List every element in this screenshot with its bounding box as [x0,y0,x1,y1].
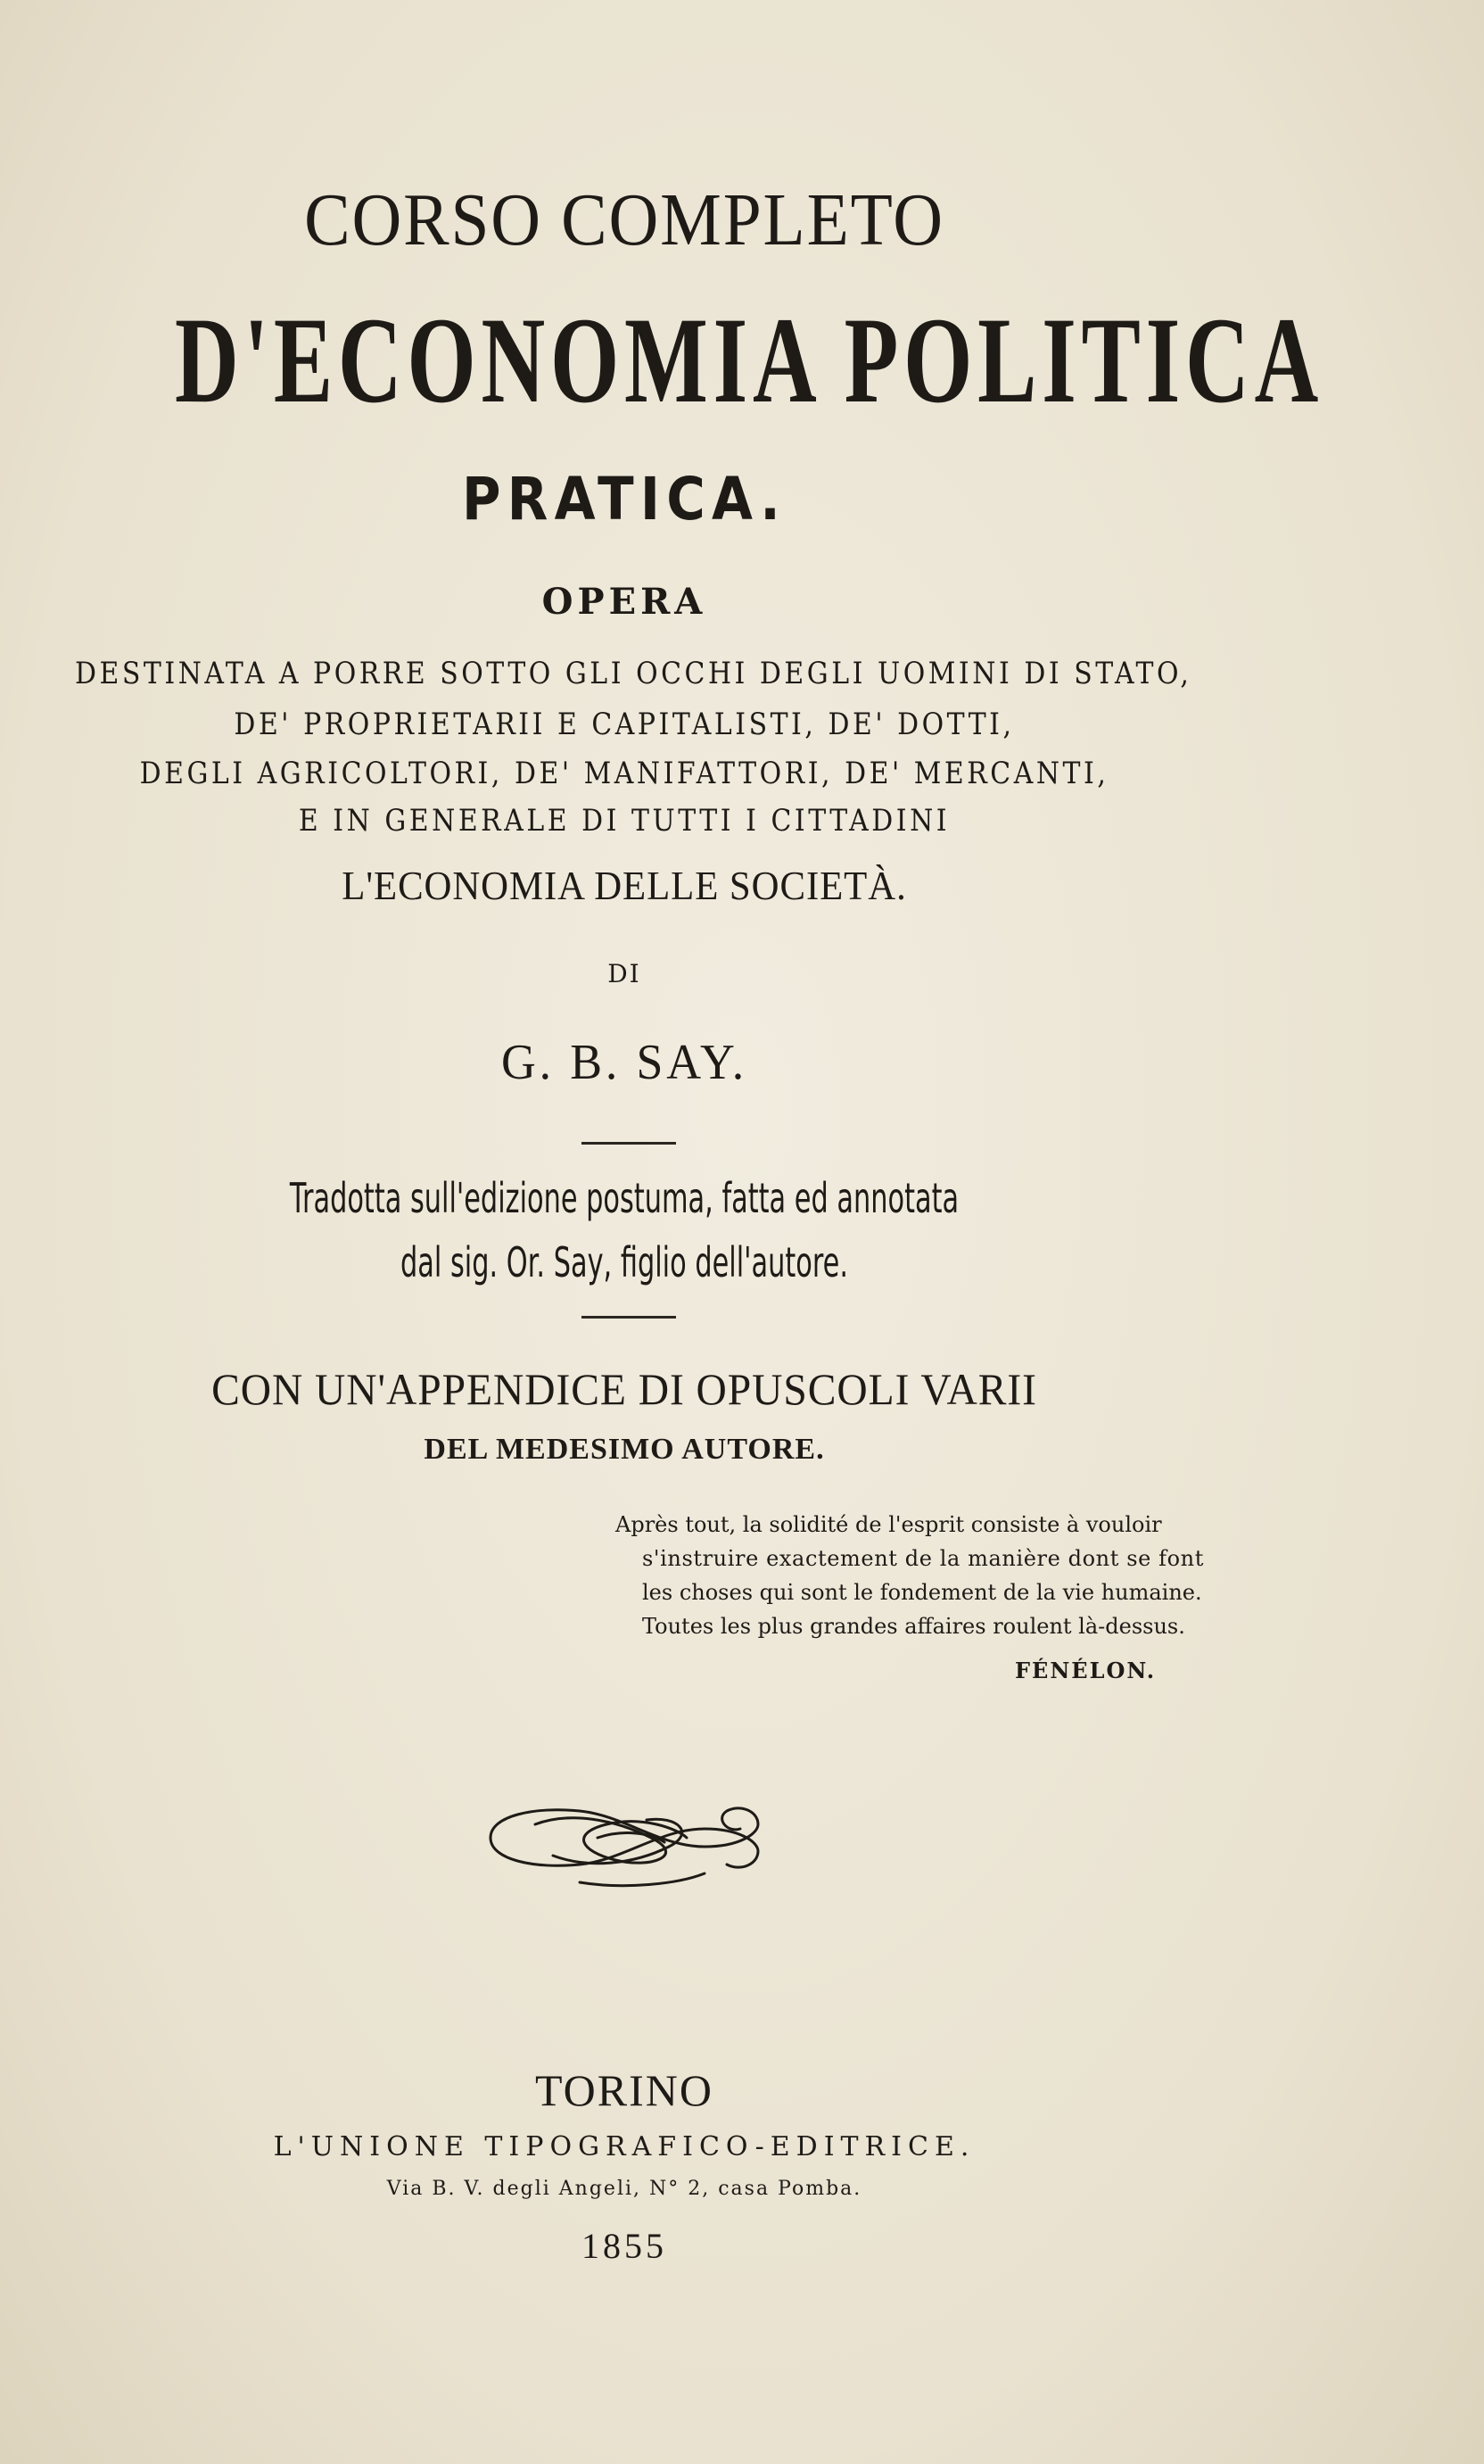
imprint-city: TORINO [535,2065,713,2115]
divider-rule-2 [581,1316,676,1319]
subject-line: L'ECONOMIA DELLE SOCIETÀ. [342,863,907,908]
divider-rule-1 [581,1142,676,1145]
epigraph-line-3: les choses qui sont le fondement de la vie humaine. [642,1580,1202,1605]
epigraph-attribution: FÉNÉLON. [1015,1658,1157,1683]
subtitle-line-1: DESTINATA A PORRE SOTTO GLI OCCHI DEGLI UOMINI DI STATO, [75,656,1192,691]
imprint-address: Via B. V. degli Angeli, N° 2, casa Pomba. [386,2178,862,2200]
subtitle-line-3: DEGLI AGRICOLTORI, DE' MANIFATTORI, DE' MERCANTI, [139,756,1109,791]
subtitle-line-2: DE' PROPRIETARII E CAPITALISTI, DE' DOTTI, [234,707,1015,742]
appendix-line: CON UN'APPENDICE DI OPUSCOLI VARII [211,1364,1037,1414]
imprint-publisher: L'UNIONE TIPOGRAFICO-EDITRICE. [273,2131,976,2162]
title-line-2: D'ECONOMIA POLITICA [174,292,1324,428]
translation-line-2: dal sig. Or. Say, figlio dell'autore. [400,1238,848,1286]
appendix-subline: DEL MEDESIMO AUTORE. [424,1433,825,1466]
imprint-year: 1855 [581,2226,667,2266]
epigraph-line-1: Après tout, la solidité de l'esprit consiste à vouloir [615,1512,1162,1537]
epigraph-line-4: Toutes les plus grandes affaires roulent là-dessus. [642,1614,1185,1639]
title-line-3: PRATICA. [461,465,787,533]
subtitle-line-4: E IN GENERALE DI TUTTI I CITTADINI [298,803,951,839]
title-line-1: CORSO COMPLETO [304,178,944,261]
by-label: DI [607,959,641,988]
opera-label: OPERA [541,581,707,623]
author-name: G. B. SAY. [501,1035,747,1090]
translation-line-1: Tradotta sull'edizione postuma, fatta ed annotata [289,1174,960,1222]
epigraph-line-2: s'instruire exactement de la manière dont se font [642,1546,1204,1571]
ornament-flourish-icon [473,1784,776,1891]
